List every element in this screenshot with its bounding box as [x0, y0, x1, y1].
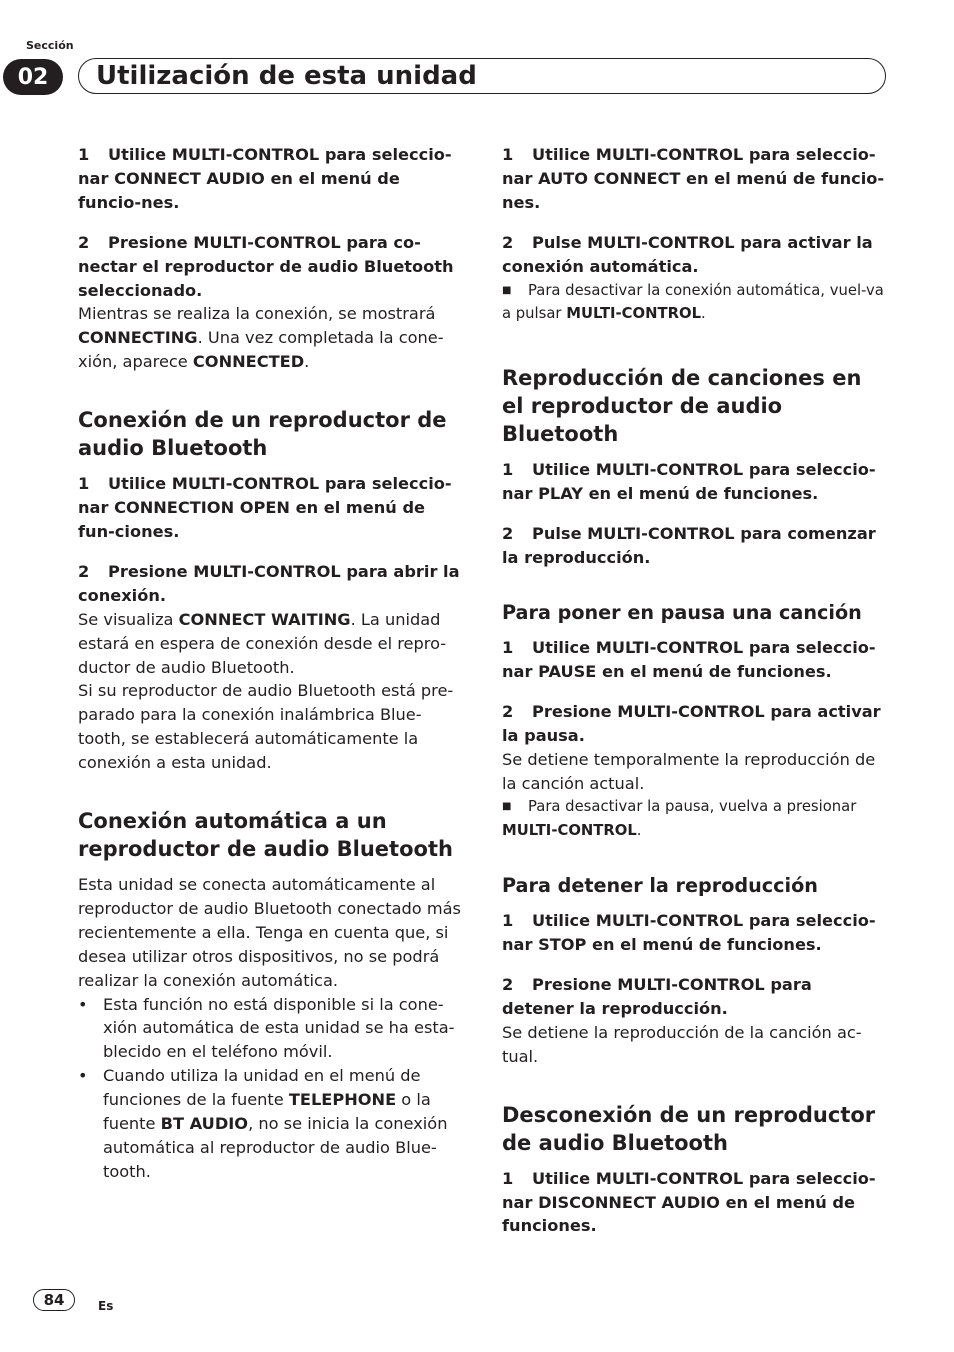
body-text: Se detiene la reproducción de la canción ac-tual. — [502, 1022, 862, 1066]
section-heading: Conexión automática a un reproductor de audio Bluetooth — [78, 809, 453, 862]
body-text: Esta unidad se conecta automáticamente al reproductor de audio Bluetooth conectado más recientemente a ella. Tenga en cuenta que, si desea utilizar otros dispositivos, no se podrá realizar la conexión automática. — [78, 875, 461, 990]
body-text: Mientras se realiza la conexión, se mostrará CONNECTING. Una vez completada la cone-xión, aparece CONNECTED. — [78, 304, 444, 372]
bullet-icon: • — [78, 1066, 88, 1086]
step: 1 Utilice MULTI-CONTROL para seleccio-nar PAUSE en el menú de funciones. — [502, 637, 876, 681]
step: 2 Presione MULTI-CONTROL para abrir la conexión. — [78, 561, 460, 605]
section-number-badge: 02 — [3, 59, 63, 95]
subsection-heading: Para poner en pausa una canción — [502, 600, 862, 624]
page-title: Utilización de esta unidad — [96, 61, 477, 91]
step: 2 Presione MULTI-CONTROL para co-nectar el reproductor de audio Bluetooth seleccionado. — [78, 232, 454, 300]
step: 1 Utilice MULTI-CONTROL para seleccio-nar STOP en el menú de funciones. — [502, 911, 876, 955]
step: 1 Utilice MULTI-CONTROL para seleccio-nar CONNECT AUDIO en el menú de funcio-nes. — [78, 145, 452, 212]
body-text: Si su reproductor de audio Bluetooth está pre-parado para la conexión inalámbrica Blue-tooth, se establecerá automáticamente la conexión a esta unidad. — [78, 681, 454, 773]
bullet-icon: • — [78, 994, 88, 1014]
step: 1 Utilice MULTI-CONTROL para seleccio-nar PLAY en el menú de funciones. — [502, 460, 876, 504]
note: ■ Para desactivar la conexión automática, vuel-va a pulsar MULTI-CONTROL. — [502, 279, 888, 327]
step: 1 Utilice MULTI-CONTROL para seleccio-nar AUTO CONNECT en el menú de funcio-nes. — [502, 145, 885, 212]
left-column — [78, 143, 466, 1184]
square-bullet-icon: ■ — [502, 801, 512, 813]
step: 1 Utilice MULTI-CONTROL para seleccio-nar CONNECTION OPEN en el menú de fun-ciones. — [78, 474, 452, 541]
subsection-heading: Para detener la reproducción — [502, 874, 818, 898]
right-column — [502, 143, 888, 1238]
page-number: 84 — [33, 1289, 75, 1311]
note: ■ Para desactivar la pausa, vuelva a presionar MULTI-CONTROL. — [502, 795, 888, 843]
step: 2 Pulse MULTI-CONTROL para activar la conexión automática. — [502, 232, 873, 276]
square-bullet-icon: ■ — [502, 284, 512, 296]
bullet-item: • Cuando utiliza la unidad en el menú de funciones de la fuente TELEPHONE o la fuente BT AUDIO, no se inicia la conexión automática al reproductor de audio Blue-tooth. — [78, 1066, 448, 1181]
body-text: Se visualiza CONNECT WAITING. La unidad estará en espera de conexión desde el repro-ductor de audio Bluetooth. — [78, 609, 447, 677]
section-heading: Conexión de un reproductor de audio Bluetooth — [78, 408, 447, 461]
section-label: Sección — [26, 39, 74, 52]
bullet-item: • Esta función no está disponible si la cone-xión automática de esta unidad se ha esta-blecido en el teléfono móvil. — [78, 994, 455, 1062]
section-heading: Desconexión de un reproductor de audio Bluetooth — [502, 1102, 876, 1155]
step: 1 Utilice MULTI-CONTROL para seleccio-nar DISCONNECT AUDIO en el menú de funciones. — [502, 1168, 876, 1236]
step: 2 Presione MULTI-CONTROL para detener la reproducción. — [502, 975, 812, 1018]
language-code: Es — [98, 1299, 114, 1313]
step: 2 Pulse MULTI-CONTROL para comenzar la reproducción. — [502, 524, 876, 568]
section-heading: Reproducción de canciones en el reproductor de audio Bluetooth — [502, 366, 862, 447]
step: 2 Presione MULTI-CONTROL para activar la pausa. — [502, 701, 881, 745]
body-text: Se detiene temporalmente la reproducción de la canción actual. — [502, 749, 876, 793]
